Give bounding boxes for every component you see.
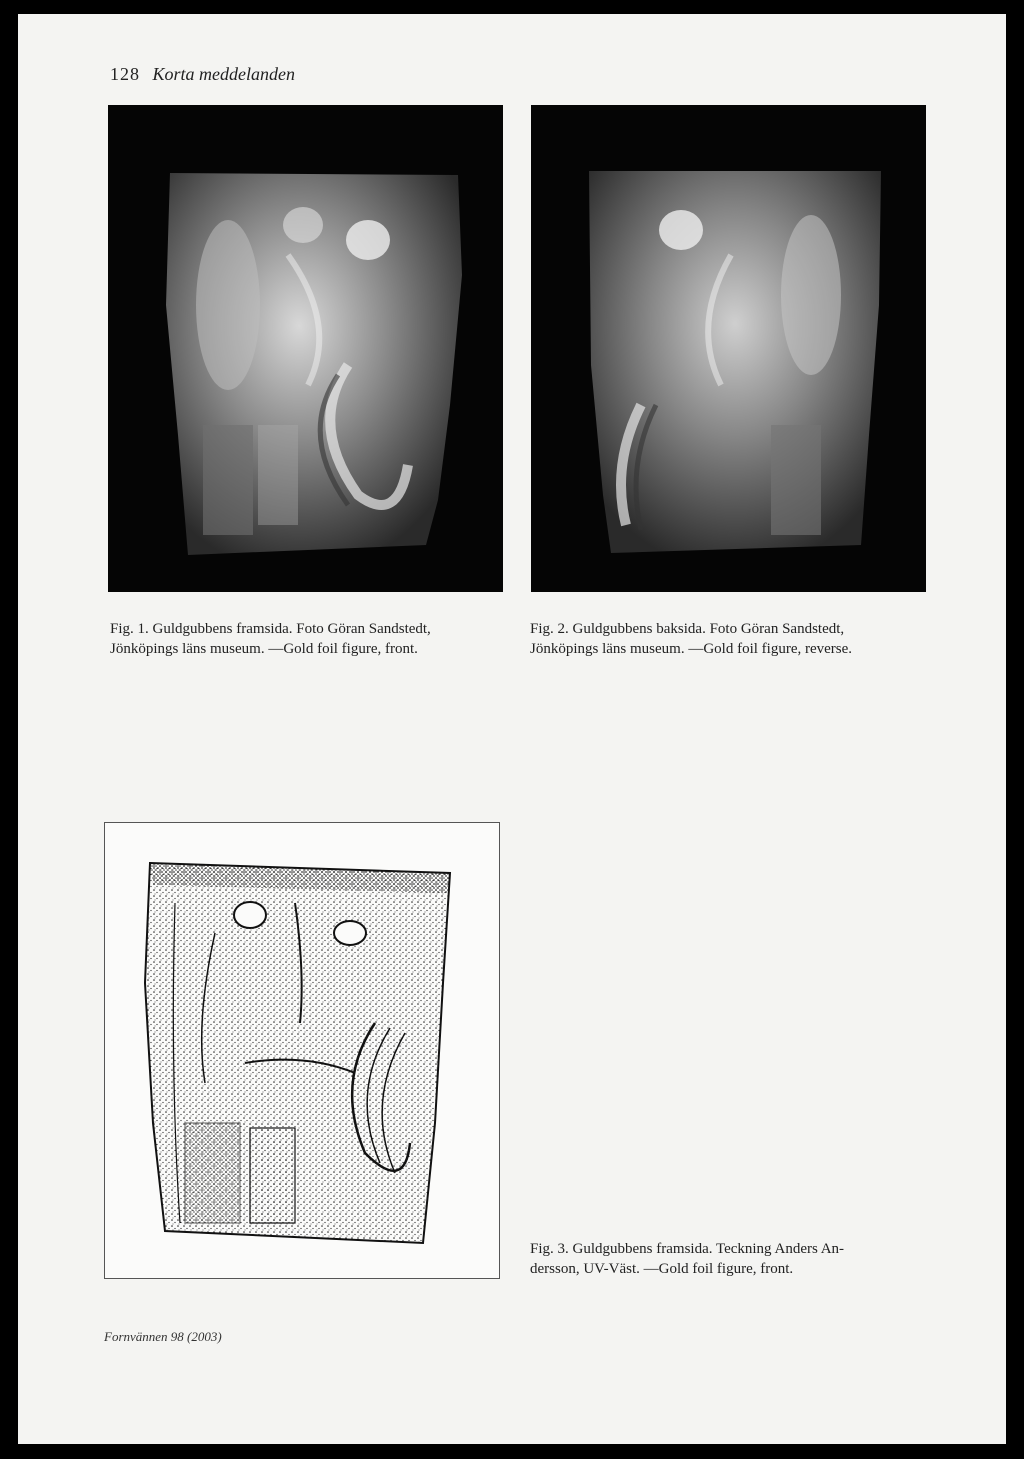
- caption-line: dersson, UV-Väst. —Gold foil figure, front.: [530, 1261, 794, 1277]
- caption-line: Fig. 3. Guldgubbens framsida. Teckning Anders An-: [530, 1241, 845, 1257]
- section-title: Korta meddelanden: [152, 64, 295, 84]
- figure-2-photo: [531, 105, 926, 592]
- figure-3-caption: [530, 1239, 950, 1279]
- caption-line: Fig. 2. Guldgubbens baksida. Foto Göran Sandstedt,: [530, 621, 845, 637]
- caption-line: Jönköpings läns museum. —Gold foil figure, front.: [110, 641, 418, 657]
- figure-1-photo: [108, 105, 503, 592]
- figure-3-drawing: [104, 822, 500, 1279]
- running-header: [110, 64, 295, 85]
- page: [18, 14, 1006, 1444]
- caption-line: Jönköpings läns museum. —Gold foil figure, reverse.: [530, 641, 853, 657]
- caption-line: Fig. 1. Guldgubbens framsida. Foto Göran Sandstedt,: [110, 621, 431, 637]
- journal-footer: Fornvännen 98 (2003): [104, 1329, 222, 1344]
- figure-2-caption: [530, 619, 950, 659]
- page-number: 128: [110, 64, 140, 84]
- figure-1-caption: [110, 619, 510, 659]
